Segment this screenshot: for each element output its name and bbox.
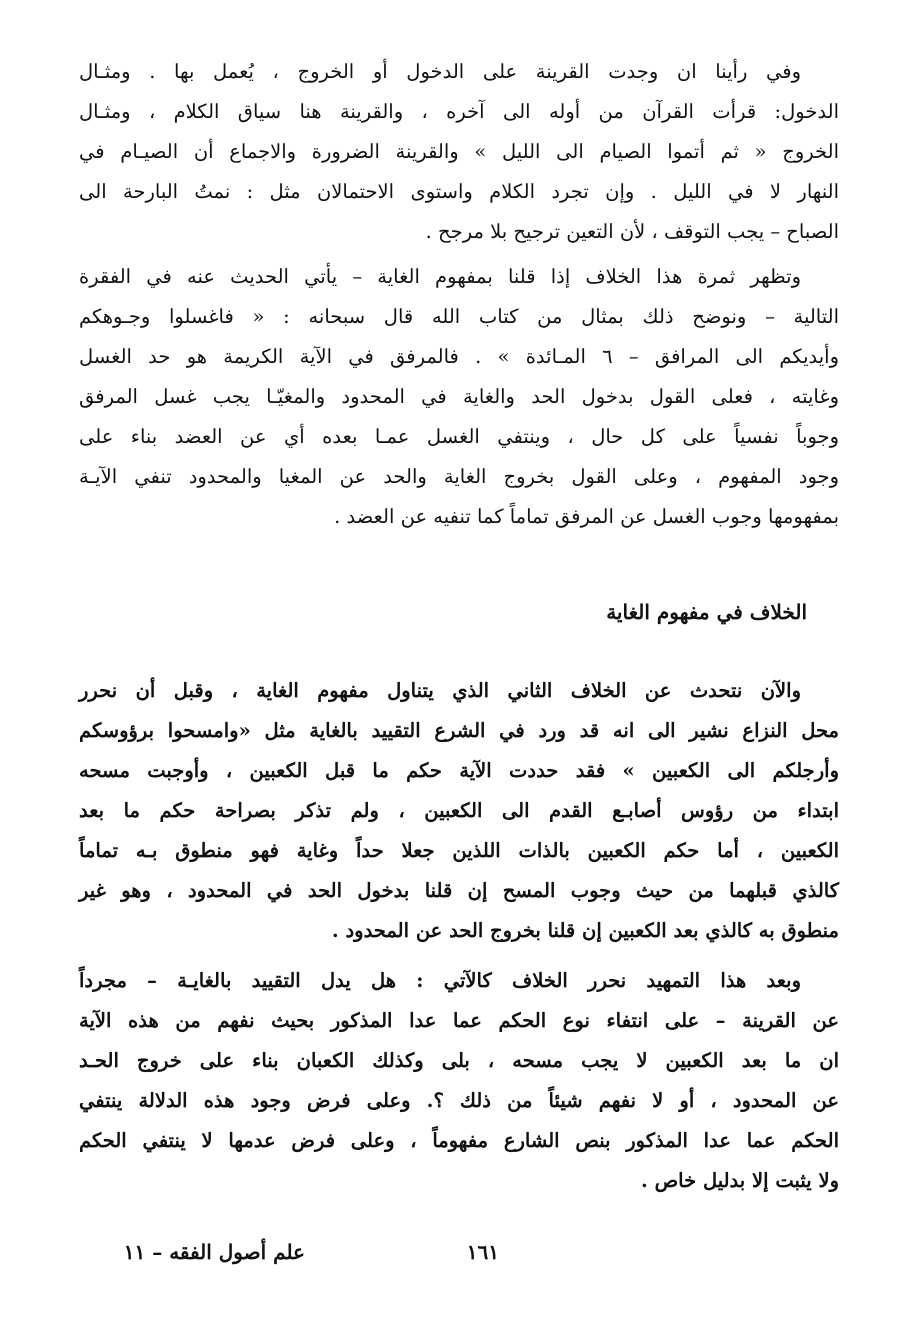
text-line: وأرجلكم الى الكعبين » فقد حددت الآية حكم ما قبل الكعبين ، وأوجبت مسحه: [79, 759, 839, 782]
text-line: ولا يثبت إلا بدليل خاص .: [641, 1169, 839, 1192]
text-line: منطوق به كالذي بعد الكعبين إن قلنا بخروج الحد عن المحدود .: [331, 919, 839, 942]
paragraph-inclusion-of-limit: [79, 52, 839, 252]
text-line: ان ما بعد الكعبين لا يجب مسحه ، بلى وكذلك الكعبان بناء على خروج الحـد: [79, 1049, 839, 1072]
text-line: الخروج « ثم أتموا الصيام الى الليل » والقرينة الضرورة والاجماع أن الصيـام في: [79, 140, 839, 163]
text-line: الدخول: قرأت القرآن من أوله الى آخره ، والقرينة هنا سياق الكلام ، ومثـال: [79, 100, 839, 123]
text-line: وبعد هذا التمهيد نحرر الخلاف كالآتي : هل يدل التقييد بالغايـة – مجرداً: [79, 969, 801, 992]
footer-book-title: علم أصول الفقه – ١١: [123, 1240, 305, 1264]
text-line: النهار لا في الليل . وإن تجرد الكلام واستوى الاحتمالان مثل : نمتُ البارحة الى: [79, 180, 839, 203]
paragraph-framing-dispute: [79, 961, 839, 1201]
text-line: التالية – ونوضح ذلك بمثال من كتاب الله قال سبحانه : « فاغسلوا وجـوهكم: [79, 305, 839, 328]
text-line: ابتداء من رؤوس أصابـع القدم الى الكعبين ، ولم تذكر بصراحة حكم ما بعد: [79, 799, 839, 822]
text-line: وفي رأينا ان وجدت القرينة على الدخول أو الخروج ، يُعمل بها . ومثـال: [79, 60, 801, 83]
text-line: الحكم عما عدا المذكور بنص الشارع مفهوماً ، وعلى فرض عدمها لا ينتفي الحكم: [79, 1129, 839, 1152]
text-line: والآن نتحدث عن الخلاف الثاني الذي يتناول مفهوم الغاية ، وقبل أن نحرر: [79, 679, 801, 702]
text-line: عن القرينة – على انتفاء نوع الحكم عما عدا المذكور بحيث نفهم من هذه الآية: [79, 1009, 839, 1032]
text-line: وجوباً نفسياً على كل حال ، وينتفي الغسل عمـا بعده أي عن العضد بناء على: [79, 425, 839, 448]
text-line: محل النزاع نشير الى انه قد ورد في الشرع التقييد بالغاية مثل «وامسحوا برؤوسكم: [79, 719, 839, 742]
text-line: الصباح – يجب التوقف ، لأن التعين ترجيح بلا مرجح .: [425, 220, 839, 243]
paragraph-second-dispute: [79, 671, 839, 951]
page-number: ١٦١: [466, 1240, 499, 1264]
text-line: عن المحدود ، أو لا نفهم شيئاً من ذلك ؟. وعلى فرض وجود هذه الدلالة ينتفي: [79, 1089, 839, 1112]
section-heading: الخلاف في مفهوم الغاية: [606, 600, 807, 624]
text-line: وجود المفهوم ، وعلى القول بخروج الغاية والحد عن المغيا والمحدود تنفي الآيـة: [79, 465, 839, 488]
text-line: الكعبين ، أما حكم الكعبين بالذات اللذين جعلا حداً وغاية فهو منطوق بـه تماماً: [79, 839, 839, 862]
text-line: كالذي قبلهما من حيث وجوب المسح إن قلنا بدخول الحد في المحدود ، وهو غير: [79, 879, 839, 902]
text-line: وأيديكم الى المرافق – ٦ المـائدة » . فالمرفق في الآية الكريمة هو حد الغسل: [79, 345, 839, 368]
text-line: بمفهومها وجوب الغسل عن المرفق تماماً كما تنفيه عن العضد .: [334, 505, 839, 528]
text-line: وتظهر ثمرة هذا الخلاف إذا قلنا بمفهوم الغاية – يأتي الحديث عنه في الفقرة: [79, 265, 801, 288]
paragraph-fruit-of-dispute: [79, 257, 839, 537]
text-line: وغايته ، فعلى القول بدخول الحد والغاية في المحدود والمغيّـا يجب غسل المرفق: [79, 385, 839, 408]
